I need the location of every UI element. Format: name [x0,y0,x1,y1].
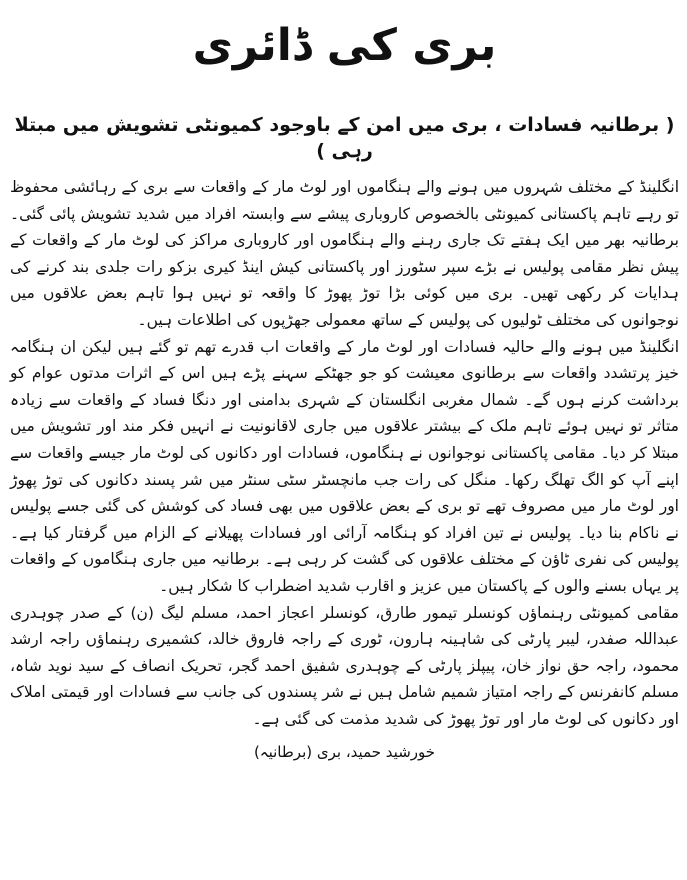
paragraph-2: انگلینڈ میں ہونے والے حالیہ فسادات اور لوٹ مار کے واقعات اب قدرے تھم تو گئے ہیں لیکن ان ہنگامہ خیز پرتشدد واقعات سے برطانوی معیشت کو جو جھٹکے سہنے پڑے ہیں اس کے اثرات مدتوں عوام کو برداشت کرنے ہوں گے۔ شمال مغربی انگلستان کے شہری بدامنی اور دنگا فساد کے واقعات سے زیادہ متاثر تو نہیں ہوئے تاہم ملک کے بیشتر علاقوں میں جاری لاقانونیت نے انہیں فکر مند اور تشویش میں مبتلا کر دیا۔ مقامی پاکستانی نوجوانوں نے ہنگاموں، فسادات اور دکانوں کی لوٹ مار جیسے واقعات سے اپنے آپ کو الگ تھلگ رکھا۔ منگل کی رات جب مانچسٹر سٹی سنٹر میں شر پسند دکانوں کی توڑ پھوڑ اور لوٹ مار میں مصروف تھے تو بری کے بعض علاقوں میں بھی فساد کی کوشش کی گئی جسے پولیس نے ناکام بنا دیا۔ پولیس نے تین افراد کو ہنگامہ آرائی اور فسادات پھیلانے کے الزام میں گرفتار کیا ہے۔ پولیس کی نفری ٹاؤن کے مختلف علاقوں کی گشت کر رہی ہے۔ برطانیہ میں جاری ہنگاموں کے واقعات پر یہاں بسنے والوں کے پاکستان میں عزیز و اقارب شدید اضطراب کا شکار ہیں۔ [10,337,679,595]
article-body [10,174,679,732]
column-title: بری کی ڈائری [192,20,497,71]
author-byline: خورشید حمید، بری (برطانیہ) [253,743,436,762]
column-subtitle: ( برطانیہ فسادات ، بری میں امن کے باوجود کمیونٹی تشویش میں مبتلا رہی ) [14,114,675,162]
paragraph-1: انگلینڈ کے مختلف شہروں میں ہونے والے ہنگاموں اور لوٹ مار کے واقعات سے بری کے رہائشی محفوظ تو رہے تاہم پاکستانی کمیونٹی بالخصوص کاروباری پیشے سے وابستہ افراد میں شدید تشویش پائی گئی۔ برطانیہ بھر میں ایک ہفتے تک جاری رہنے والے ہنگاموں اور کاروباری مراکز کی لوٹ مار کے واقعات کے پیش نظر مقامی پولیس نے بڑے سپر سٹورز اور پاکستانی کیش اینڈ کیری بزکو رات جلدی بند کرنے کی ہدایات کر رکھی تھیں۔ بری میں کوئی بڑا توڑ پھوڑ کا واقعہ تو نہیں ہوا تاہم بعض علاقوں میں نوجوانوں کی مختلف ٹولیوں کی پولیس کے ساتھ معمولی جھڑپوں کی اطلاعات ہیں۔ [10,178,679,329]
paragraph-3: مقامی کمیونٹی رہنماؤں کونسلر تیمور طارق، کونسلر اعجاز احمد، مسلم لیگ (ن) کے صدر چوہدری عبداللہ صفدر، لیبر پارٹی کی شاہینہ ہارون، ٹوری کے راجہ فاروق خالد، کشمیری رہنماؤں راجہ ارشد محمود، راجہ حق نواز خان، پیپلز پارٹی کے چوہدری شفیق احمد گجر، تحریک انصاف کے سید نوید شاہ، مسلم کانفرنس کے راجہ امتیاز شمیم شامل ہیں نے شر پسندوں کی جانب سے فسادات اور قیمتی املاک اور دکانوں کی لوٹ مار اور توڑ پھوڑ کی شدید مذمت کی گئی ہے۔ [10,603,679,728]
